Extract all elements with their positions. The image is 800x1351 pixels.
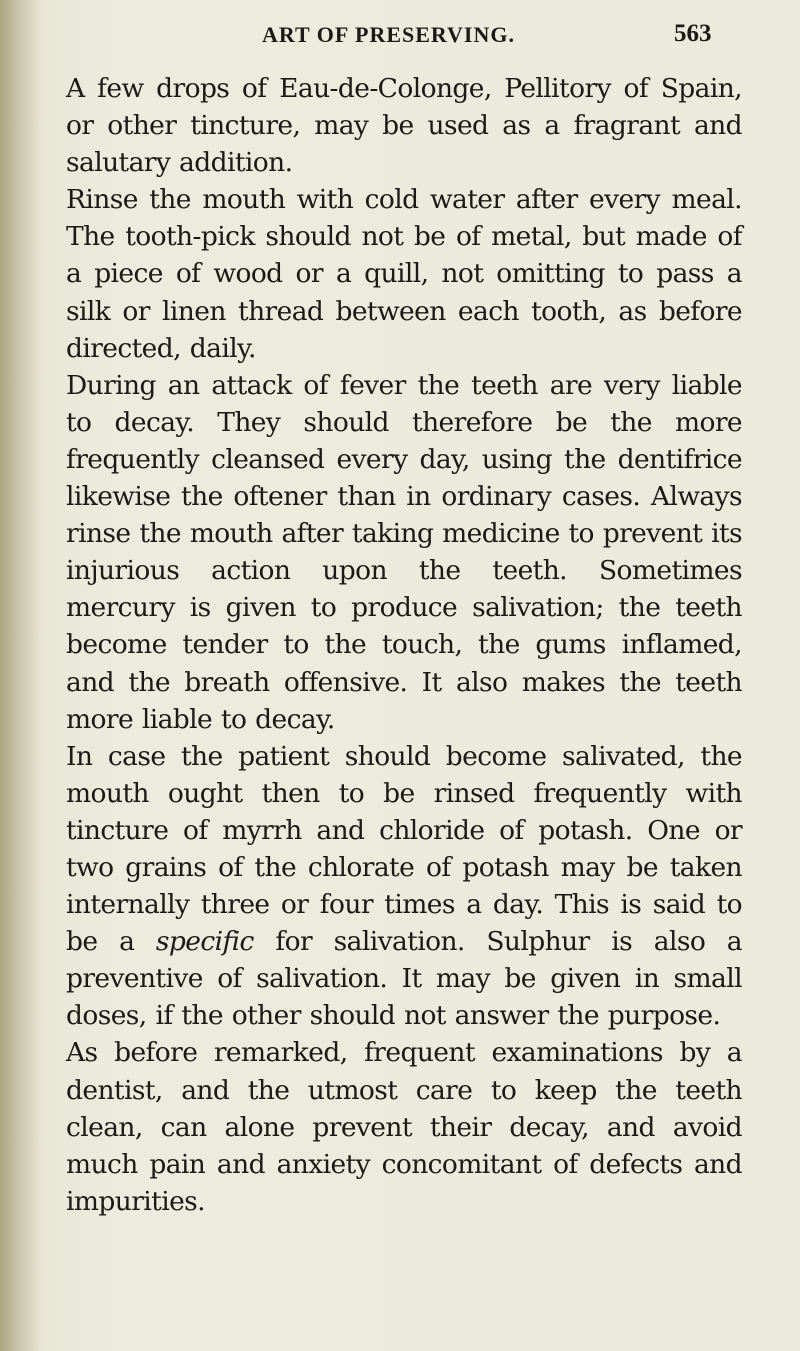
running-head xyxy=(0,20,800,60)
page-number: 563 xyxy=(674,20,712,47)
paragraph-fragrant-addition: A few drops of Eau-de-Colonge, Pellitory of Spain, or other tincture, may be used as a fragrant and salutary addition. xyxy=(66,73,742,179)
salivation-text-after: for salivation. Sulphur is also a preventive of salivation. It may be given in small doses, if the other should not answer the purpose. xyxy=(66,926,742,1032)
running-title: ART OF PRESERVING. xyxy=(262,22,515,47)
page-gutter-shadow xyxy=(0,0,40,1351)
paragraph-salivation xyxy=(66,738,742,1035)
salivation-text-emphasis: specific xyxy=(155,926,254,958)
body-text xyxy=(66,70,742,1220)
salivation-text-before: In case the patient should become salivated, the mouth ought then to be rinsed frequently with tincture of myrrh and chloride of potash. One or two grains of the chlorate of potash may be taken internally three or four times a day. This is said to be a xyxy=(66,740,742,958)
paragraph-rinse-mouth: Rinse the mouth with cold water after every meal. The tooth-pick should not be of metal, but made of a piece of wood or a quill, not omitting to pass a silk or linen thread between each tooth, as before directed, daily. xyxy=(66,184,742,364)
paragraph-dentist-examinations: As before remarked, frequent examinations by a dentist, and the utmost care to keep the teeth clean, can alone prevent their decay, and avoid much pain and anxiety concomitant of defects and impurities. xyxy=(66,1037,742,1217)
paragraph-fever-decay: During an attack of fever the teeth are very liable to decay. They should therefore be the more frequently cleansed every day, using the dentifrice likewise the oftener than in ordinary cases. Always rinse the mouth after taking medicine to prevent its injurious action upon the teeth. Sometimes mercury is given to produce salivation; the teeth become tender to the touch, the gums inflamed, and the breath offensive. It also makes the teeth more liable to decay. xyxy=(66,369,742,735)
